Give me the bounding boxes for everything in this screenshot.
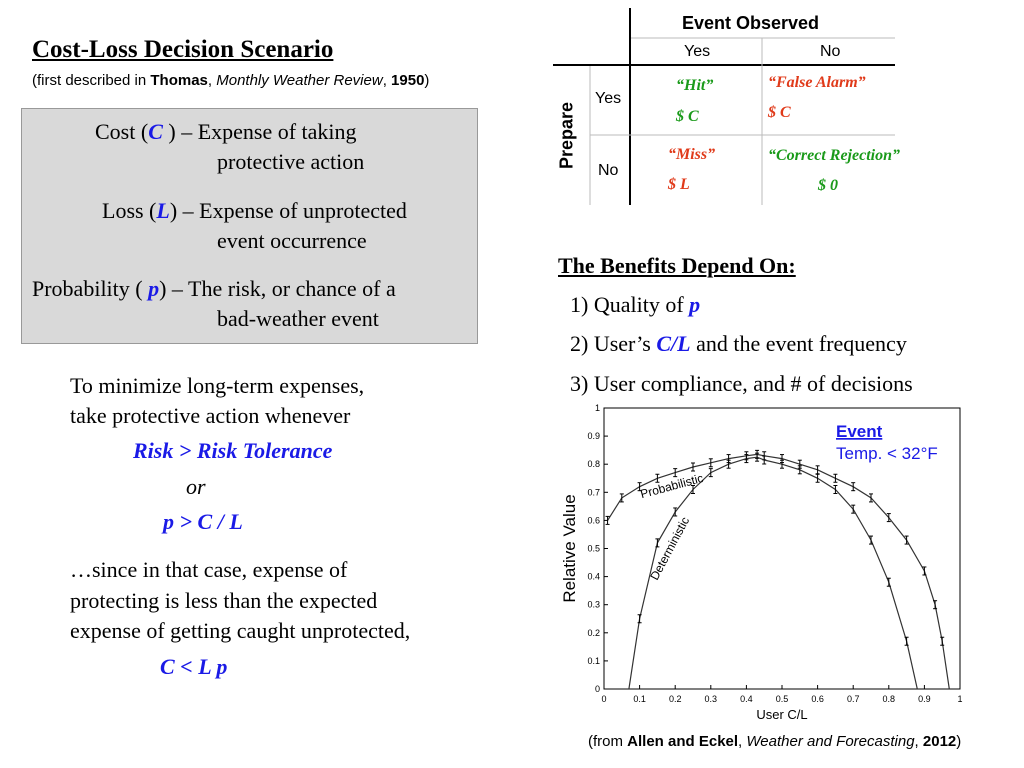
formula-c-lt-lp: C < L p	[160, 654, 228, 679]
benefits-heading: The Benefits Depend On:	[558, 253, 796, 278]
header-event-observed: Event Observed	[682, 13, 820, 33]
series-label-probabilistic: Probabilistic	[638, 470, 705, 502]
legend-text: Temp. < 32°F	[836, 444, 938, 463]
relative-value-chart	[550, 400, 970, 730]
col-header-no: No	[820, 43, 841, 60]
x-tick-label: 0.7	[846, 694, 860, 704]
cost-definition	[95, 119, 357, 145]
loss-symbol: L	[156, 198, 170, 223]
loss-text: ) – Expense of unprotected	[169, 198, 407, 223]
legend-title: Event	[836, 422, 883, 441]
prob-definition-cont: bad-weather event	[217, 306, 379, 331]
x-tick-label: 0.9	[918, 694, 931, 704]
cost-text: ) – Expense of taking	[162, 119, 357, 144]
rule-line-3: …since in that case, expense of	[70, 557, 348, 582]
header-prepare: Prepare	[556, 101, 577, 170]
cell-false-alarm: “False Alarm”	[768, 74, 866, 91]
cell-hit: “Hit”	[676, 77, 714, 94]
prob-definition	[32, 276, 396, 302]
cost-label: Cost (	[95, 119, 149, 144]
rule-line-5: expense of getting caught unprotected,	[70, 618, 411, 643]
x-tick-label: 0.2	[668, 694, 682, 704]
subtitle-sep: ,	[207, 72, 217, 89]
source-sep: ,	[738, 733, 747, 750]
y-tick-label: 0.3	[587, 599, 600, 610]
rule-or: or	[186, 474, 206, 499]
loss-label: Loss (	[102, 198, 157, 223]
source-year: 2012	[922, 733, 957, 750]
benefit-2-symbol: C/L	[656, 331, 691, 356]
rule-line-2: take protective action whenever	[70, 403, 351, 428]
y-tick-label: 0.8	[587, 459, 600, 470]
col-header-yes: Yes	[684, 43, 711, 60]
source-journal: Weather and Forecasting	[746, 733, 915, 750]
subtitle-suffix: )	[424, 72, 430, 89]
loss-definition	[102, 198, 407, 224]
x-tick-label: 0.8	[882, 694, 896, 704]
source-sep2: ,	[914, 733, 923, 750]
cost-definition-cont: protective action	[217, 149, 365, 174]
x-tick-label: 0.6	[811, 694, 824, 704]
source-note	[588, 733, 961, 750]
page-title: Cost-Loss Decision Scenario	[32, 36, 334, 63]
benefit-1-symbol: p	[689, 292, 701, 317]
source-prefix: (from	[588, 733, 628, 750]
y-tick-label: 1	[594, 403, 600, 413]
source-authors: Allen and Eckel	[627, 733, 739, 750]
benefit-1-text: 1) Quality of	[570, 292, 690, 317]
subtitle-author: Thomas	[150, 72, 208, 89]
x-tick-label: 0.1	[633, 694, 646, 704]
cell-false-alarm-cost: $ C	[768, 104, 791, 121]
definitions-box	[21, 108, 478, 344]
subtitle-journal: Monthly Weather Review	[216, 72, 383, 89]
subtitle	[32, 72, 429, 89]
cost-symbol: C	[148, 119, 163, 144]
subtitle-year: 1950	[391, 72, 425, 89]
benefit-2-text: 2) User’s	[570, 331, 657, 356]
formula-p-gt-cl: p > C / L	[163, 509, 243, 534]
benefit-item-2	[570, 331, 907, 357]
y-tick-label: 0.1	[587, 655, 600, 666]
benefit-2-suffix: and the event frequency	[690, 331, 907, 356]
y-tick-label: 0.6	[587, 515, 600, 526]
benefit-item-3: 3) User compliance, and # of decisions	[570, 371, 913, 396]
source-suffix: )	[956, 733, 962, 750]
subtitle-sep2: ,	[382, 72, 392, 89]
x-axis-label: User C/L	[756, 707, 808, 722]
y-tick-label: 0.7	[587, 487, 600, 498]
cell-miss-cost: $ L	[668, 176, 690, 193]
cell-correct-rejection: “Correct Rejection”	[768, 147, 900, 164]
x-tick-label: 1	[957, 694, 963, 704]
prob-text: ) – The risk, or chance of a	[159, 276, 396, 301]
cell-miss: “Miss”	[668, 146, 716, 163]
prob-label: Probability (	[32, 276, 149, 301]
x-tick-label: 0.3	[704, 694, 718, 704]
y-tick-label: 0.9	[587, 431, 600, 442]
x-tick-label: 0	[601, 694, 607, 704]
rule-line-4: protecting is less than the expected	[70, 588, 378, 613]
row-header-no: No	[598, 162, 619, 179]
loss-definition-cont: event occurrence	[217, 228, 367, 253]
subtitle-prefix: (first described in	[32, 72, 151, 89]
cell-correct-rejection-cost: $ 0	[818, 177, 838, 194]
y-tick-label: 0.2	[587, 627, 600, 638]
prob-symbol: p	[148, 276, 160, 301]
cell-hit-cost: $ C	[676, 108, 699, 125]
formula-risk: Risk > Risk Tolerance	[133, 438, 333, 463]
y-tick-label: 0	[594, 684, 600, 694]
x-tick-label: 0.5	[775, 694, 789, 704]
benefit-item-1	[570, 292, 700, 318]
y-tick-label: 0.5	[587, 543, 600, 554]
row-header-yes: Yes	[595, 90, 622, 107]
y-tick-label: 0.4	[587, 571, 600, 582]
x-tick-label: 0.4	[740, 694, 753, 704]
y-axis-label: Relative Value	[560, 494, 579, 603]
rule-line-1: To minimize long-term expenses,	[70, 373, 365, 398]
series-label-deterministic: Deterministic	[647, 514, 693, 583]
